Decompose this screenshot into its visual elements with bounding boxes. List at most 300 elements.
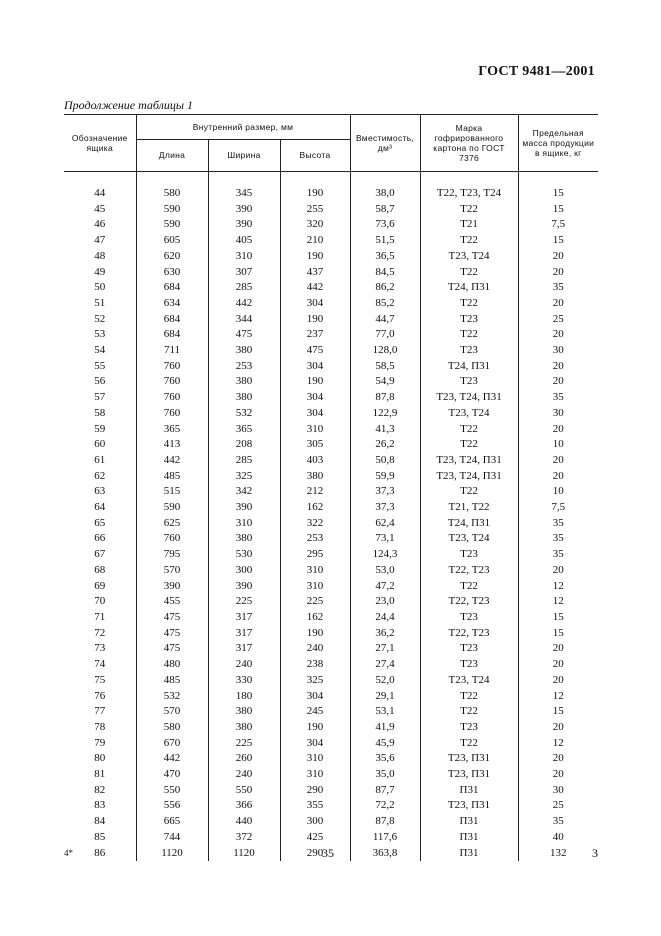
cell-capacity: 73,6: [350, 217, 420, 233]
table-row: [64, 202, 598, 218]
cell-cardboard-grade: Т23: [420, 657, 518, 673]
cell-height: 442: [280, 280, 350, 296]
cell-box-number: 57: [64, 390, 136, 406]
table-row: [64, 280, 598, 296]
cell-length: 665: [136, 814, 208, 830]
cell-cardboard-grade: Т22: [420, 704, 518, 720]
cell-cardboard-grade: Т22: [420, 736, 518, 752]
cell-capacity: 37,3: [350, 500, 420, 516]
cell-capacity: 27,4: [350, 657, 420, 673]
cell-max-mass: 12: [518, 736, 598, 752]
table-row: [64, 406, 598, 422]
table-row: [64, 641, 598, 657]
cell-length: 475: [136, 626, 208, 642]
cell-box-number: 68: [64, 563, 136, 579]
cell-max-mass: 7,5: [518, 500, 598, 516]
cell-max-mass: 35: [518, 547, 598, 563]
header-max-mass: Предельная масса продукции в ящике, кг: [518, 115, 598, 172]
cell-max-mass: 30: [518, 406, 598, 422]
cell-capacity: 36,2: [350, 626, 420, 642]
cell-box-number: 51: [64, 296, 136, 312]
cell-height: 437: [280, 265, 350, 281]
dimensions-table: [64, 114, 598, 861]
cell-length: 442: [136, 751, 208, 767]
cell-height: 304: [280, 406, 350, 422]
table-row: [64, 469, 598, 485]
cell-max-mass: 10: [518, 437, 598, 453]
cell-box-number: 62: [64, 469, 136, 485]
table-row: [64, 500, 598, 516]
cell-width: 380: [208, 374, 280, 390]
cell-capacity: 54,9: [350, 374, 420, 390]
cell-width: 380: [208, 704, 280, 720]
cell-max-mass: 35: [518, 531, 598, 547]
cell-cardboard-grade: Т22: [420, 484, 518, 500]
cell-height: 322: [280, 516, 350, 532]
cell-width: 380: [208, 343, 280, 359]
cell-cardboard-grade: П31: [420, 830, 518, 846]
cell-cardboard-grade: Т23: [420, 720, 518, 736]
cell-cardboard-grade: Т24, П31: [420, 359, 518, 375]
cell-height: 162: [280, 500, 350, 516]
table-spacer-row: [64, 172, 598, 187]
table-row: [64, 484, 598, 500]
cell-max-mass: 12: [518, 689, 598, 705]
cell-box-number: 85: [64, 830, 136, 846]
table-body: [64, 172, 598, 862]
cell-max-mass: 15: [518, 202, 598, 218]
cell-box-number: 58: [64, 406, 136, 422]
cell-max-mass: 20: [518, 751, 598, 767]
cell-box-number: 86: [64, 846, 136, 862]
cell-cardboard-grade: Т21, Т22: [420, 500, 518, 516]
table-row: [64, 736, 598, 752]
cell-max-mass: 7,5: [518, 217, 598, 233]
cell-capacity: 122,9: [350, 406, 420, 422]
cell-box-number: 70: [64, 594, 136, 610]
cell-capacity: 44,7: [350, 312, 420, 328]
cell-cardboard-grade: Т23, П31: [420, 798, 518, 814]
table-row: [64, 594, 598, 610]
cell-height: 290: [280, 783, 350, 799]
cell-box-number: 44: [64, 186, 136, 202]
cell-box-number: 65: [64, 516, 136, 532]
table-row: [64, 531, 598, 547]
cell-max-mass: 20: [518, 422, 598, 438]
cell-capacity: 37,3: [350, 484, 420, 500]
cell-cardboard-grade: Т23: [420, 610, 518, 626]
cell-cardboard-grade: Т22: [420, 437, 518, 453]
cell-width: 390: [208, 500, 280, 516]
cell-max-mass: 20: [518, 249, 598, 265]
cell-capacity: 35,6: [350, 751, 420, 767]
cell-max-mass: 15: [518, 186, 598, 202]
cell-max-mass: 40: [518, 830, 598, 846]
table-row: [64, 312, 598, 328]
cell-height: 245: [280, 704, 350, 720]
cell-length: 744: [136, 830, 208, 846]
cell-length: 442: [136, 453, 208, 469]
table-row: [64, 343, 598, 359]
cell-width: 330: [208, 673, 280, 689]
cell-length: 455: [136, 594, 208, 610]
cell-length: 570: [136, 704, 208, 720]
cell-length: 590: [136, 217, 208, 233]
cell-box-number: 60: [64, 437, 136, 453]
cell-cardboard-grade: Т23: [420, 547, 518, 563]
cell-box-number: 78: [64, 720, 136, 736]
cell-max-mass: 10: [518, 484, 598, 500]
cell-max-mass: 35: [518, 280, 598, 296]
cell-width: 550: [208, 783, 280, 799]
table-row: [64, 422, 598, 438]
cell-cardboard-grade: П31: [420, 814, 518, 830]
cell-height: 310: [280, 422, 350, 438]
cell-length: 390: [136, 579, 208, 595]
cell-capacity: 36,5: [350, 249, 420, 265]
cell-box-number: 77: [64, 704, 136, 720]
page-number: 35: [322, 846, 334, 860]
cell-box-number: 72: [64, 626, 136, 642]
cell-max-mass: 20: [518, 453, 598, 469]
cell-box-number: 55: [64, 359, 136, 375]
cell-length: 795: [136, 547, 208, 563]
cell-width: 405: [208, 233, 280, 249]
cell-cardboard-grade: Т23: [420, 312, 518, 328]
cell-max-mass: 15: [518, 610, 598, 626]
cell-cardboard-grade: Т24, П31: [420, 280, 518, 296]
standard-code: ГОСТ 9481—2001: [478, 64, 595, 79]
table-row: [64, 814, 598, 830]
cell-length: 470: [136, 767, 208, 783]
cell-box-number: 66: [64, 531, 136, 547]
cell-max-mass: 12: [518, 579, 598, 595]
cell-width: 365: [208, 422, 280, 438]
cell-length: 485: [136, 469, 208, 485]
cell-cardboard-grade: Т21: [420, 217, 518, 233]
cell-length: 580: [136, 186, 208, 202]
cell-height: 320: [280, 217, 350, 233]
cell-box-number: 73: [64, 641, 136, 657]
cell-width: 475: [208, 327, 280, 343]
cell-height: 310: [280, 751, 350, 767]
table-row: [64, 673, 598, 689]
cell-length: 515: [136, 484, 208, 500]
cell-cardboard-grade: Т22: [420, 422, 518, 438]
table-row: [64, 783, 598, 799]
cell-box-number: 64: [64, 500, 136, 516]
cell-width: 345: [208, 186, 280, 202]
cell-cardboard-grade: Т23, П31: [420, 767, 518, 783]
cell-cardboard-grade: Т23, Т24, П31: [420, 453, 518, 469]
cell-capacity: 52,0: [350, 673, 420, 689]
cell-width: 532: [208, 406, 280, 422]
cell-height: 190: [280, 374, 350, 390]
cell-width: 380: [208, 390, 280, 406]
cell-height: 162: [280, 610, 350, 626]
cell-capacity: 24,4: [350, 610, 420, 626]
cell-height: 210: [280, 233, 350, 249]
cell-length: 480: [136, 657, 208, 673]
cell-cardboard-grade: Т23: [420, 343, 518, 359]
cell-cardboard-grade: Т23, Т24: [420, 673, 518, 689]
cell-capacity: 72,2: [350, 798, 420, 814]
header-capacity: Вместимость, дм³: [350, 115, 420, 172]
header-width: Ширина: [208, 140, 280, 172]
cell-max-mass: 15: [518, 233, 598, 249]
cell-height: 304: [280, 390, 350, 406]
cell-width: 440: [208, 814, 280, 830]
cell-width: 317: [208, 641, 280, 657]
cell-capacity: 87,7: [350, 783, 420, 799]
table-row: [64, 516, 598, 532]
cell-width: 390: [208, 217, 280, 233]
cell-box-number: 49: [64, 265, 136, 281]
table-row: [64, 798, 598, 814]
cell-max-mass: 15: [518, 704, 598, 720]
cell-width: 180: [208, 689, 280, 705]
cell-width: 372: [208, 830, 280, 846]
cell-capacity: 87,8: [350, 390, 420, 406]
cell-length: 684: [136, 280, 208, 296]
table-row: [64, 657, 598, 673]
cell-height: 310: [280, 767, 350, 783]
cell-cardboard-grade: Т23, Т24: [420, 406, 518, 422]
cell-cardboard-grade: Т22: [420, 296, 518, 312]
table-row: [64, 217, 598, 233]
table-row: [64, 610, 598, 626]
cell-box-number: 59: [64, 422, 136, 438]
cell-width: 325: [208, 469, 280, 485]
cell-box-number: 52: [64, 312, 136, 328]
cell-width: 390: [208, 202, 280, 218]
cell-height: 238: [280, 657, 350, 673]
table-row: [64, 579, 598, 595]
cell-box-number: 74: [64, 657, 136, 673]
cell-capacity: 58,7: [350, 202, 420, 218]
cell-cardboard-grade: Т22: [420, 265, 518, 281]
cell-max-mass: 20: [518, 296, 598, 312]
cell-box-number: 84: [64, 814, 136, 830]
cell-width: 1120: [208, 846, 280, 862]
cell-box-number: 80: [64, 751, 136, 767]
cell-length: 760: [136, 374, 208, 390]
cell-height: 425: [280, 830, 350, 846]
cell-max-mass: 20: [518, 327, 598, 343]
cell-length: 485: [136, 673, 208, 689]
cell-capacity: 41,9: [350, 720, 420, 736]
cell-height: 212: [280, 484, 350, 500]
cell-capacity: 117,6: [350, 830, 420, 846]
cell-cardboard-grade: Т22: [420, 233, 518, 249]
cell-box-number: 46: [64, 217, 136, 233]
cell-width: 390: [208, 579, 280, 595]
cell-height: 325: [280, 673, 350, 689]
cell-length: 625: [136, 516, 208, 532]
cell-length: 684: [136, 327, 208, 343]
cell-height: 255: [280, 202, 350, 218]
cell-max-mass: 30: [518, 343, 598, 359]
cell-max-mass: 20: [518, 720, 598, 736]
cell-capacity: 53,1: [350, 704, 420, 720]
cell-height: 190: [280, 720, 350, 736]
cell-capacity: 86,2: [350, 280, 420, 296]
cell-width: 317: [208, 626, 280, 642]
cell-box-number: 53: [64, 327, 136, 343]
cell-box-number: 76: [64, 689, 136, 705]
cell-width: 307: [208, 265, 280, 281]
header-box-designation: Обозначение ящика: [64, 115, 136, 172]
cell-height: 304: [280, 296, 350, 312]
cell-width: 380: [208, 531, 280, 547]
cell-cardboard-grade: Т22, Т23, Т24: [420, 186, 518, 202]
cell-height: 295: [280, 547, 350, 563]
cell-cardboard-grade: П31: [420, 846, 518, 862]
cell-box-number: 61: [64, 453, 136, 469]
cell-width: 342: [208, 484, 280, 500]
cell-height: 355: [280, 798, 350, 814]
cell-box-number: 69: [64, 579, 136, 595]
cell-length: 590: [136, 500, 208, 516]
cell-max-mass: 35: [518, 390, 598, 406]
cell-cardboard-grade: Т23, П31: [420, 751, 518, 767]
cell-cardboard-grade: Т22: [420, 579, 518, 595]
cell-capacity: 85,2: [350, 296, 420, 312]
cell-width: 225: [208, 594, 280, 610]
cell-cardboard-grade: Т22: [420, 689, 518, 705]
cell-cardboard-grade: Т22, Т23: [420, 594, 518, 610]
cell-length: 365: [136, 422, 208, 438]
cell-capacity: 77,0: [350, 327, 420, 343]
cell-capacity: 23,0: [350, 594, 420, 610]
cell-box-number: 71: [64, 610, 136, 626]
cell-length: 760: [136, 359, 208, 375]
cell-width: 344: [208, 312, 280, 328]
cell-max-mass: 20: [518, 767, 598, 783]
cell-width: 300: [208, 563, 280, 579]
cell-height: 253: [280, 531, 350, 547]
cell-cardboard-grade: Т23, Т24, П31: [420, 390, 518, 406]
cell-capacity: 27,1: [350, 641, 420, 657]
cell-length: 711: [136, 343, 208, 359]
cell-capacity: 38,0: [350, 186, 420, 202]
footer-mark: 4*: [64, 848, 73, 858]
cell-length: 475: [136, 641, 208, 657]
cell-box-number: 82: [64, 783, 136, 799]
cell-box-number: 48: [64, 249, 136, 265]
cell-length: 590: [136, 202, 208, 218]
cell-width: 260: [208, 751, 280, 767]
cell-height: 310: [280, 563, 350, 579]
cell-capacity: 50,8: [350, 453, 420, 469]
cell-length: 570: [136, 563, 208, 579]
cell-capacity: 58,5: [350, 359, 420, 375]
cell-height: 304: [280, 359, 350, 375]
table-row: [64, 689, 598, 705]
cell-capacity: 53,0: [350, 563, 420, 579]
cell-height: 290: [280, 846, 350, 862]
cell-cardboard-grade: Т24, П31: [420, 516, 518, 532]
cell-capacity: 87,8: [350, 814, 420, 830]
cell-cardboard-grade: Т22: [420, 202, 518, 218]
cell-height: 225: [280, 594, 350, 610]
header-height: Высота: [280, 140, 350, 172]
cell-max-mass: 20: [518, 641, 598, 657]
table-row: [64, 186, 598, 202]
cell-max-mass: 20: [518, 563, 598, 579]
cell-length: 670: [136, 736, 208, 752]
cell-height: 240: [280, 641, 350, 657]
cell-width: 380: [208, 720, 280, 736]
cell-box-number: 47: [64, 233, 136, 249]
cell-height: 190: [280, 312, 350, 328]
header-length: Длина: [136, 140, 208, 172]
cell-length: 760: [136, 406, 208, 422]
cell-height: 305: [280, 437, 350, 453]
cell-length: 684: [136, 312, 208, 328]
table-row: [64, 767, 598, 783]
header-inner-size: Внутренний размер, мм: [136, 115, 350, 140]
cell-width: 285: [208, 280, 280, 296]
cell-height: 190: [280, 249, 350, 265]
cell-length: 413: [136, 437, 208, 453]
cell-width: 310: [208, 249, 280, 265]
cell-height: 380: [280, 469, 350, 485]
cell-height: 237: [280, 327, 350, 343]
cell-max-mass: 132: [518, 846, 598, 862]
cell-length: 1120: [136, 846, 208, 862]
table-row: [64, 751, 598, 767]
cell-capacity: 47,2: [350, 579, 420, 595]
cell-width: 310: [208, 516, 280, 532]
cell-box-number: 54: [64, 343, 136, 359]
cell-height: 403: [280, 453, 350, 469]
table-row: [64, 547, 598, 563]
cell-length: 532: [136, 689, 208, 705]
cell-max-mass: 25: [518, 312, 598, 328]
cell-capacity: 84,5: [350, 265, 420, 281]
cell-max-mass: 20: [518, 265, 598, 281]
table-row: [64, 327, 598, 343]
cell-capacity: 363,8: [350, 846, 420, 862]
cell-height: 475: [280, 343, 350, 359]
cell-capacity: 45,9: [350, 736, 420, 752]
table-row: [64, 626, 598, 642]
cell-box-number: 67: [64, 547, 136, 563]
cell-width: 317: [208, 610, 280, 626]
cell-max-mass: 20: [518, 469, 598, 485]
cell-cardboard-grade: Т23: [420, 374, 518, 390]
cell-length: 630: [136, 265, 208, 281]
cell-max-mass: 12: [518, 594, 598, 610]
cell-box-number: 83: [64, 798, 136, 814]
table-row: [64, 359, 598, 375]
cell-width: 240: [208, 767, 280, 783]
cell-height: 304: [280, 689, 350, 705]
cell-box-number: 63: [64, 484, 136, 500]
cell-length: 580: [136, 720, 208, 736]
cell-box-number: 56: [64, 374, 136, 390]
cell-height: 304: [280, 736, 350, 752]
table-row: [64, 265, 598, 281]
table-row: [64, 374, 598, 390]
table-row: [64, 453, 598, 469]
cell-capacity: 73,1: [350, 531, 420, 547]
table-caption: Продолжение таблицы 1: [64, 98, 194, 112]
cell-width: 442: [208, 296, 280, 312]
cell-length: 605: [136, 233, 208, 249]
cell-cardboard-grade: П31: [420, 783, 518, 799]
